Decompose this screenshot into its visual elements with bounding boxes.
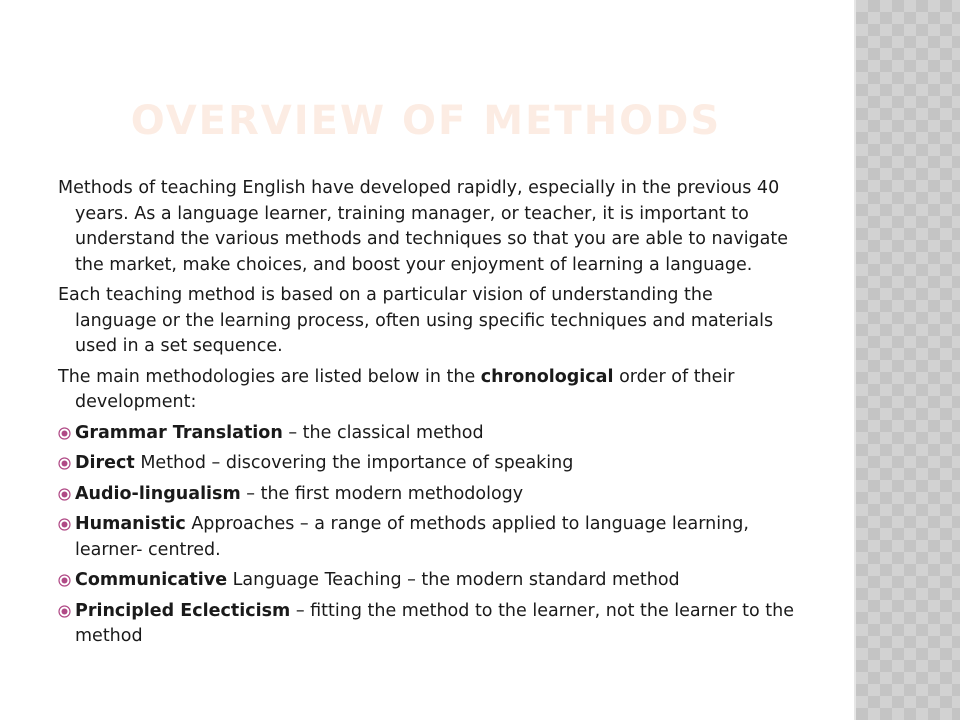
circle-bullet-icon [58,518,71,531]
list-item-direct [58,451,798,477]
circle-bullet-icon [58,427,71,440]
list-item-audio-lingualism [58,482,798,508]
bullet-bold-text: Audio-lingualism [75,483,241,504]
list-item-humanistic [58,512,798,563]
intro-text-after: order of their development: [75,366,735,412]
paragraph-chronological [58,365,798,416]
list-item-grammar-translation [58,421,798,447]
bullet-text: Approaches – a range of methods applied to language learning, learner- centred. [75,514,749,560]
list-item-communicative [58,568,798,594]
bullet-text: Language Teaching – the modern standard method [227,570,680,590]
list-item-principled-eclecticism [58,599,798,650]
bullet-text: Method – discovering the importance of speaking [134,453,574,473]
circle-bullet-icon [58,488,71,501]
bullet-bold-text: Communicative [75,570,228,590]
circle-bullet-icon [58,605,71,618]
bullet-bold-text: Direct [75,453,135,473]
circle-bullet-icon [58,457,71,470]
slide-title: OVERVIEW OF METHODS [130,98,722,144]
decorative-sidebar [856,0,960,720]
intro-text-before: The main methodologies are listed below in the [58,366,481,387]
bullet-text: – the first modern methodology [240,483,524,504]
bullet-bold-text: Principled Eclecticism [75,600,291,621]
paragraph-method-vision: Each teaching method is based on a particular vision of understanding the language or the learning process, often using specific techniques and materials used in a set sequence. [58,285,774,356]
bullet-bold-text: Grammar Translation [75,422,283,443]
bullet-text: – fitting the method to the learner, not the learner to the method [75,600,794,646]
bullet-bold-text: Humanistic [75,514,186,534]
intro-text-bold: chronological [480,366,614,387]
circle-bullet-icon [58,574,71,587]
bullet-text: – the classical method [282,422,484,443]
paragraph-intro: Methods of teaching English have developed rapidly, especially in the previous 40 years. As a language learner, training manager, or teacher, it is important to understand the various methods and techniques so that you are able to navigate the market, make choices, and boost your enjoyment of learning a language. [58,178,789,275]
slide-body [58,176,798,655]
